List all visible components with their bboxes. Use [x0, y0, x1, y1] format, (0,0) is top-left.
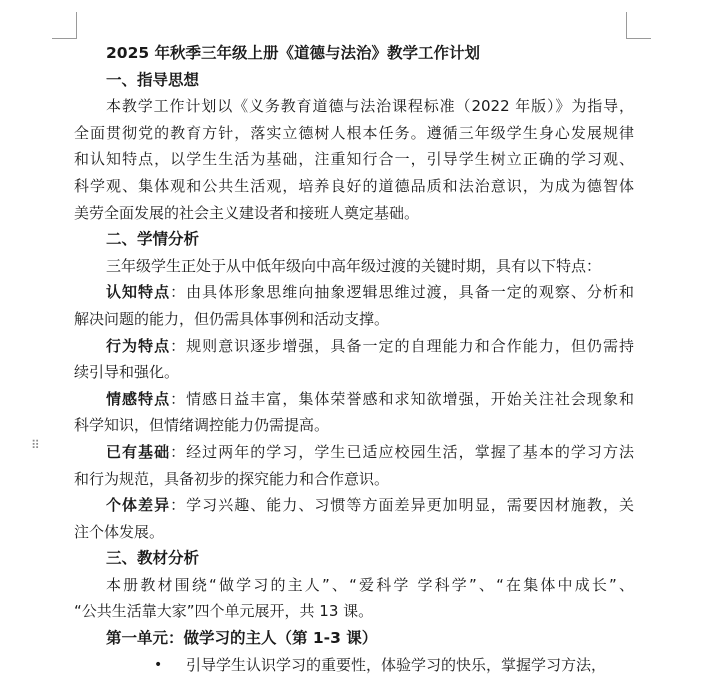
- list-item-text: 引导学生认识学习的重要性，体验学习的快乐，掌握学习方法，: [186, 655, 607, 674]
- paragraph-line: 和认知特点，以学生生活为基础，注重知行合一，引导学生树立正确的学习观、: [74, 150, 634, 169]
- paragraph-line: 美劳全面发展的社会主义建设者和接班人奠定基础。: [74, 203, 420, 222]
- paragraph-line: 续引导和强化。: [74, 363, 180, 382]
- paragraph-line: 全面贯彻党的教育方针，落实立德树人根本任务。遵循三年级学生身心发展规律: [74, 123, 634, 142]
- document-body[interactable]: [74, 40, 634, 678]
- page-corner-mark-top-left: [52, 12, 77, 39]
- paragraph-line: “公共生活靠大家”四个单元展开，共 13 课。: [74, 602, 374, 621]
- paragraph-line: 解决问题的能力，但仍需具体事例和活动支撑。: [74, 309, 390, 328]
- unit-heading: 第一单元：做学习的主人（第 1-3 课）: [106, 629, 378, 648]
- item-text: ：规则意识逐步增强，具备一定的自理能力和合作能力，但仍需持: [170, 336, 634, 355]
- section-heading-guiding-ideology: 一、指导思想: [106, 70, 200, 89]
- item-text: ：经过两年的学习，学生已适应校园生活，掌握了基本的学习方法: [170, 442, 634, 461]
- item-text: ：学习兴趣、能力、习惯等方面差异更加明显，需要因材施教，关: [170, 496, 634, 515]
- item-foundation: [74, 439, 634, 466]
- paragraph-line: 科学观、集体观和公共生活观，培养良好的道德品质和法治意识，为成为德智体: [74, 176, 634, 195]
- section-heading-student-analysis: 二、学情分析: [106, 230, 200, 249]
- paragraph-line: 三年级学生正处于从中低年级向中高年级过渡的关键时期，具有以下特点：: [106, 256, 602, 275]
- item-label: 情感特点: [106, 389, 171, 408]
- item-label: 个体差异: [106, 496, 171, 515]
- paragraph-line: 本教学工作计划以《义务教育道德与法治课程标准（2022 年版）》为指导，: [106, 97, 634, 116]
- list-item: [74, 652, 634, 678]
- item-behavior: [74, 333, 634, 360]
- page-corner-mark-top-right: [626, 12, 651, 39]
- bullet-icon: •: [154, 656, 163, 673]
- item-label: 已有基础: [106, 442, 171, 461]
- paragraph-line: 注个体发展。: [74, 522, 165, 541]
- document-title: 2025 年秋季三年级上册《道德与法治》教学工作计划: [106, 44, 481, 62]
- drag-handle-icon[interactable]: ⠿: [31, 438, 41, 452]
- paragraph-line: 本册教材围绕“做学习的主人”、“爱科学 学科学”、“在集体中成长”、: [106, 575, 634, 594]
- item-text: ：由具体形象思维向抽象逻辑思维过渡，具备一定的观察、分析和: [170, 283, 634, 302]
- section-heading-textbook-analysis: 三、教材分析: [106, 549, 200, 568]
- paragraph-line: 和行为规范，具备初步的探究能力和合作意识。: [74, 469, 390, 488]
- item-label: 认知特点: [106, 283, 171, 302]
- paragraph-line: 科学知识，但情绪调控能力仍需提高。: [74, 416, 330, 435]
- item-emotion: [74, 386, 634, 413]
- item-cognitive: [74, 279, 634, 306]
- item-text: ：情感日益丰富，集体荣誉感和求知欲增强，开始关注社会现象和: [170, 389, 634, 408]
- item-label: 行为特点: [106, 336, 171, 355]
- item-differences: [74, 492, 634, 519]
